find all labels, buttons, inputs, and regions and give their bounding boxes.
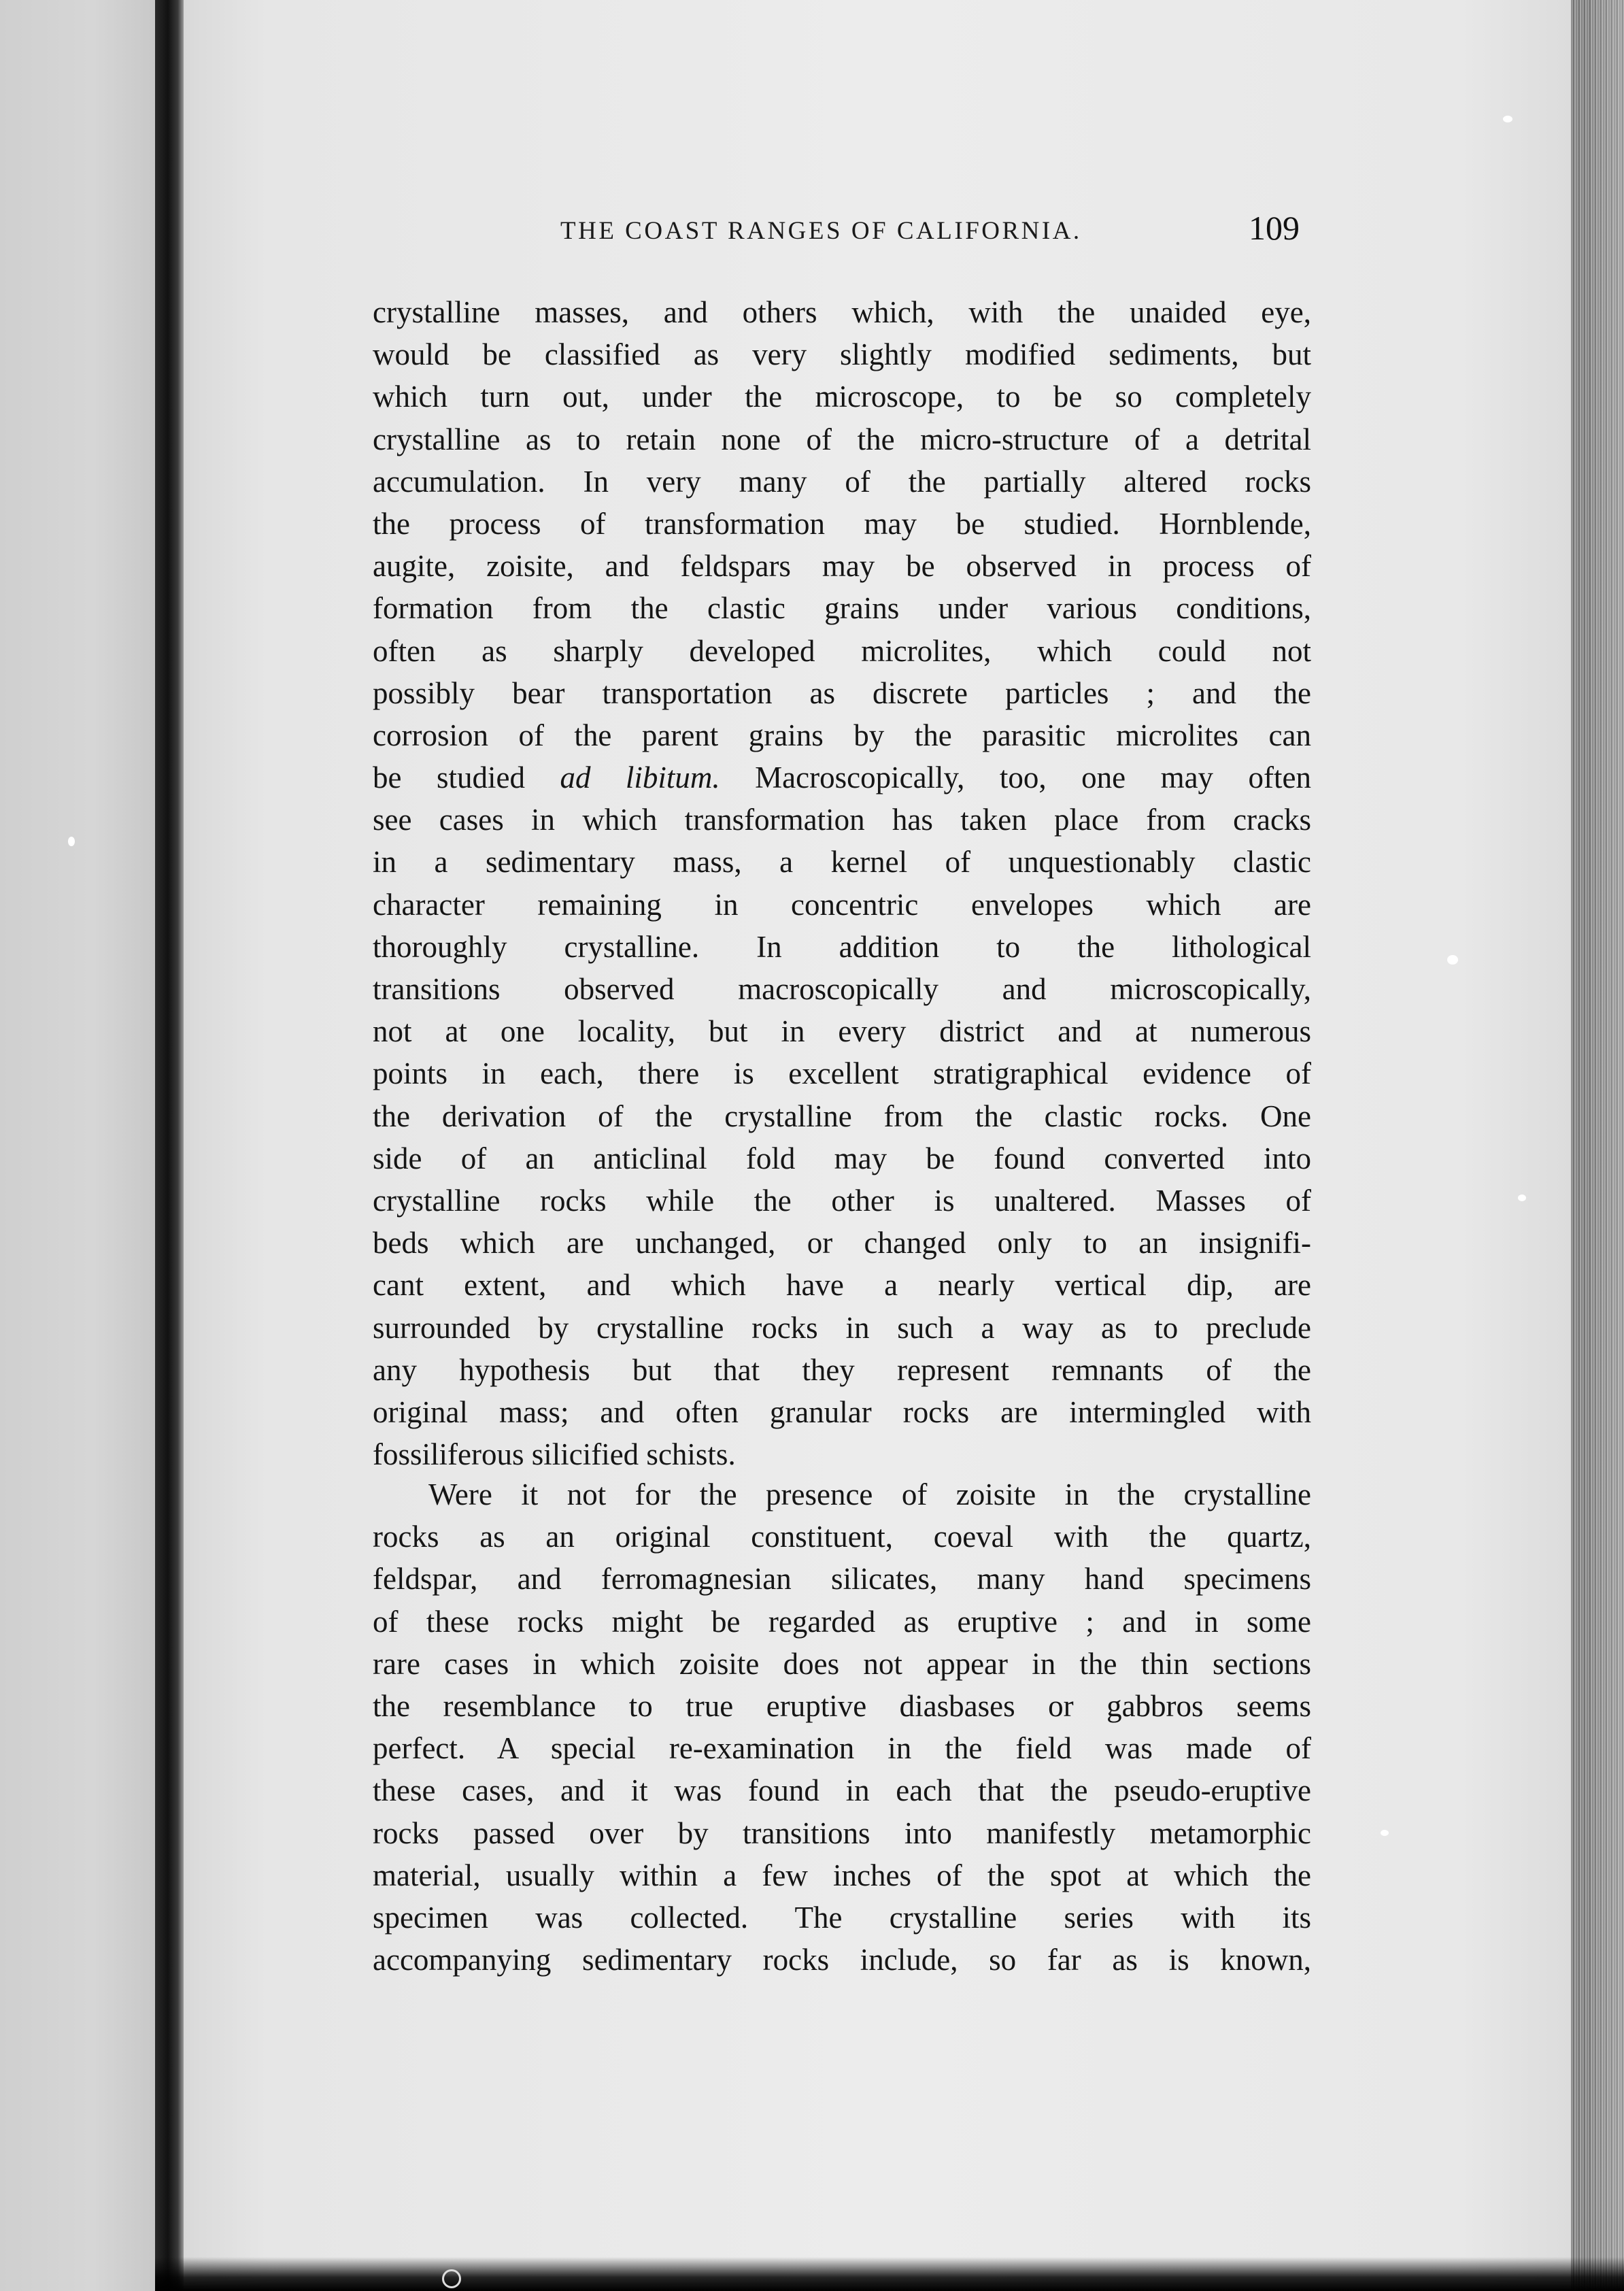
text-line-with-italic: be studied ad libitum. Macroscopically, too, one may often	[373, 760, 1311, 795]
text-line: accumulation. In very many of the partially altered rocks	[373, 464, 1311, 499]
text-line: possibly bear transportation as discrete particles ; and the	[373, 675, 1311, 710]
text-line: rocks as an original constituent, coeval with the quartz,	[373, 1520, 1311, 1554]
dust-speck	[1503, 116, 1512, 122]
text-line: accompanying sedimentary rocks include, so far as is known,	[373, 1943, 1311, 1977]
text-line: see cases in which transformation has taken place from cracks	[373, 803, 1311, 837]
text-line: augite, zoisite, and feldspars may be observed in process of	[373, 549, 1311, 584]
text-line: in a sedimentary mass, a kernel of unquestionably clastic	[373, 845, 1311, 880]
italic-phrase: ad libitum.	[560, 760, 720, 795]
binding-gutter	[155, 0, 184, 2291]
text-line: the resemblance to true eruptive diasbases or gabbros seems	[373, 1688, 1311, 1723]
text-line: Were it not for the presence of zoisite in the crystalline	[428, 1477, 1311, 1511]
text-line: the derivation of the crystalline from the clastic rocks. One	[373, 1099, 1311, 1133]
text-line: surrounded by crystalline rocks in such a way as to preclude	[373, 1310, 1311, 1345]
text-line: the process of transformation may be studied. Hornblende,	[373, 506, 1311, 541]
text-line: rocks passed over by transitions into manifestly metamorphic	[373, 1816, 1311, 1850]
text-line: corrosion of the parent grains by the parasitic microlites can	[373, 718, 1311, 752]
text-line: thoroughly crystalline. In addition to the lithological	[373, 929, 1311, 964]
text-line: points in each, there is excellent stratigraphical evidence of	[373, 1056, 1311, 1091]
text-line: not at one locality, but in every district and at numerous	[373, 1014, 1311, 1049]
text-line: formation from the clastic grains under various conditions,	[373, 591, 1311, 626]
running-head: THE COAST RANGES OF CALIFORNIA.	[560, 217, 1082, 245]
dust-speck	[1447, 955, 1458, 965]
page-number: 109	[1249, 209, 1300, 247]
text-line: specimen was collected. The crystalline series with its	[373, 1900, 1311, 1935]
text-line: transitions observed macroscopically and microscopically,	[373, 972, 1311, 1006]
text-line: these cases, and it was found in each that the pseudo-eruptive	[373, 1773, 1311, 1808]
left-facing-page	[0, 0, 155, 2291]
paragraph-2	[373, 1473, 1311, 1981]
text-line: perfect. A special re-examination in the field was made of	[373, 1731, 1311, 1766]
text-line: which turn out, under the microscope, to be so completely	[373, 380, 1311, 414]
text-line: beds which are unchanged, or changed only to an insignifi-	[373, 1226, 1311, 1260]
text-line: often as sharply developed microlites, which could not	[373, 633, 1311, 668]
paragraph-1	[373, 291, 1311, 1475]
page-edge-highlight	[1591, 0, 1624, 2291]
circle-mark-icon	[442, 2269, 461, 2288]
text-line: of these rocks might be regarded as eruptive ; and in some	[373, 1604, 1311, 1639]
text-line: side of an anticlinal fold may be found converted into	[373, 1141, 1311, 1175]
text-line: would be classified as very slightly modified sediments, but	[373, 337, 1311, 372]
text-line: feldspar, and ferromagnesian silicates, many hand specimens	[373, 1562, 1311, 1596]
text-line: original mass; and often granular rocks are intermingled with	[373, 1394, 1311, 1429]
text-line: character remaining in concentric envelopes which are	[373, 887, 1311, 922]
text-line: rare cases in which zoisite does not appear in the thin sections	[373, 1646, 1311, 1681]
dust-speck	[1518, 1194, 1526, 1201]
text-line: material, usually within a few inches of the spot at which the	[373, 1858, 1311, 1892]
text-line: crystalline masses, and others which, with the unaided eye,	[373, 295, 1311, 329]
dust-speck	[68, 837, 75, 846]
dust-speck	[1381, 1830, 1389, 1836]
text-line: fossiliferous silicified schists.	[373, 1437, 736, 1472]
text-line: crystalline as to retain none of the micro-structure of a detrital	[373, 422, 1311, 456]
text-line: cant extent, and which have a nearly vertical dip, are	[373, 1268, 1311, 1303]
text-line: crystalline rocks while the other is unaltered. Masses of	[373, 1183, 1311, 1218]
bottom-shadow	[155, 2257, 1624, 2291]
text-line: any hypothesis but that they represent remnants of the	[373, 1352, 1311, 1387]
